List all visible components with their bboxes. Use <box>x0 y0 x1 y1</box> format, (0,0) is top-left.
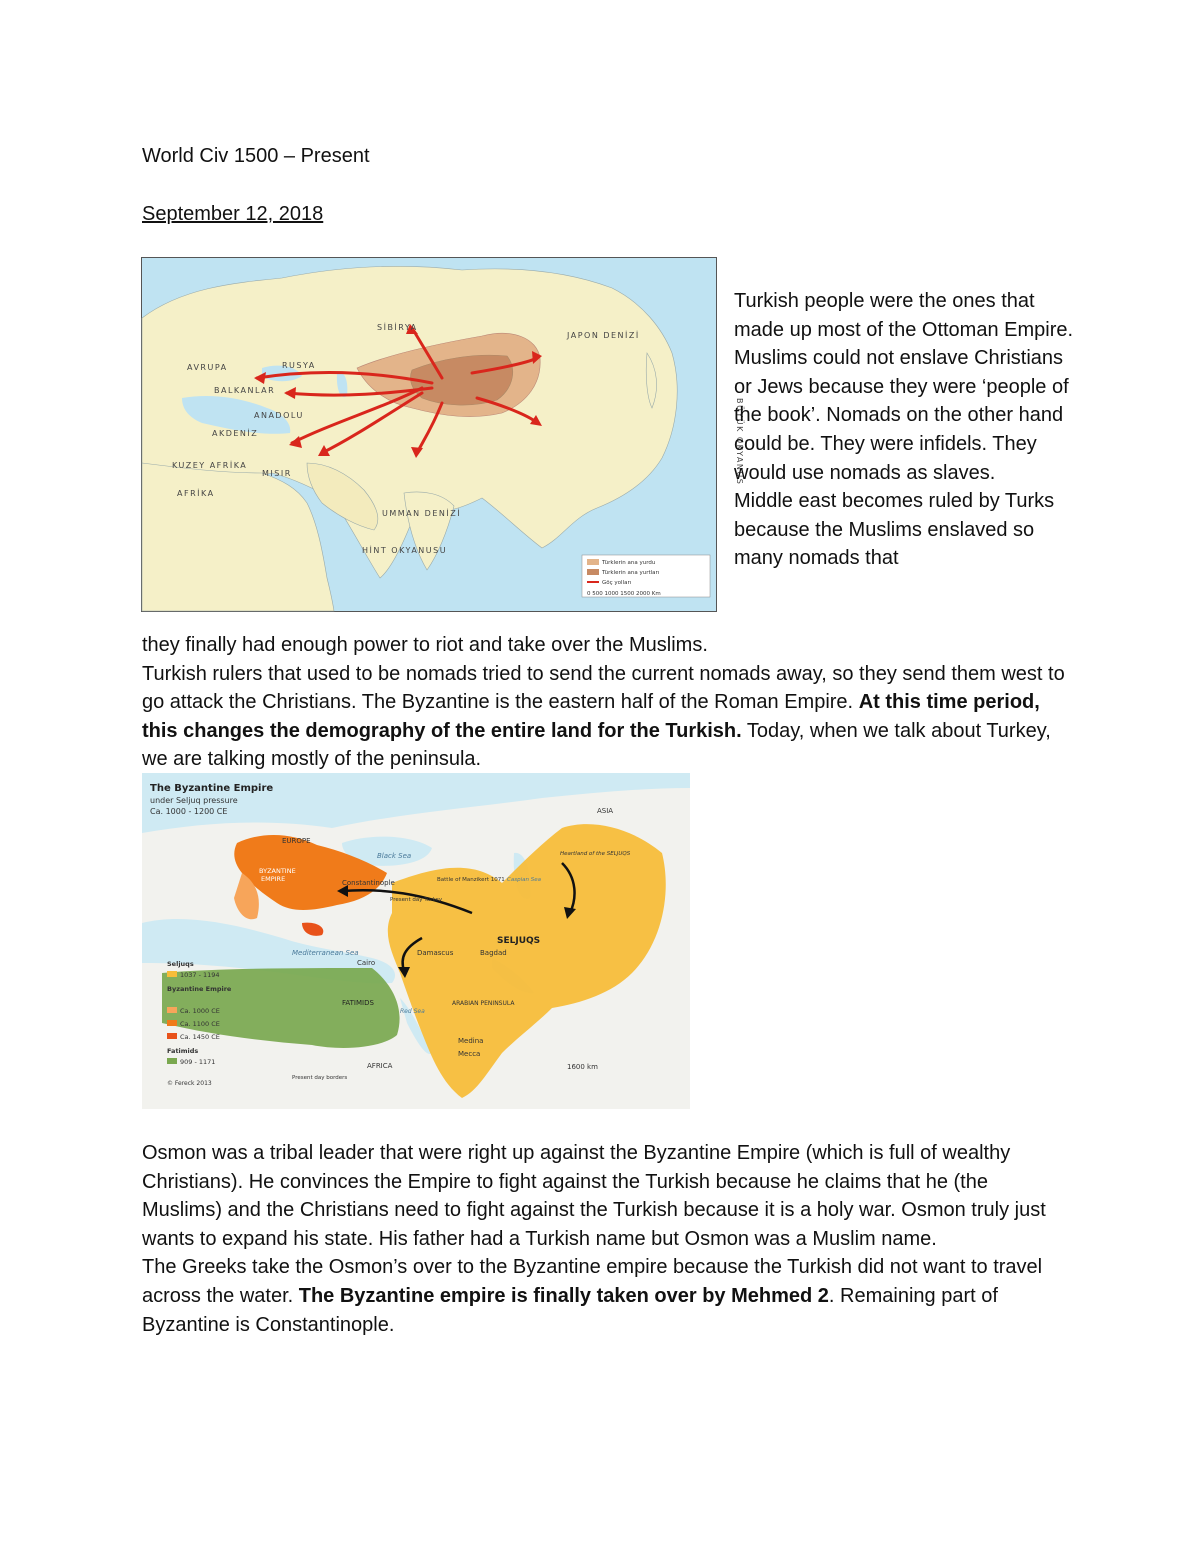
svg-text:Bagdad: Bagdad <box>480 949 507 957</box>
svg-text:BÜYÜK OKYANUS: BÜYÜK OKYANUS <box>735 398 744 486</box>
svg-text:UMMAN DENİZİ: UMMAN DENİZİ <box>382 509 462 518</box>
svg-text:Present day borders: Present day borders <box>292 1075 348 1081</box>
svg-text:Medina: Medina <box>458 1037 484 1045</box>
svg-text:Caspian Sea: Caspian Sea <box>507 877 541 883</box>
svg-text:SİBİRYA: SİBİRYA <box>377 323 418 332</box>
byzantine-empire-map <box>142 773 690 1109</box>
osmon-paragraph <box>142 1139 1072 1339</box>
intro-paragraph-right <box>734 287 1074 573</box>
svg-text:Ca. 1450 CE: Ca. 1450 CE <box>180 1033 220 1041</box>
paragraph-people-of-book: Muslims could not enslave Christians or Jews because they were ‘people of the book’. Nomads on the other hand could be. They were infidels. They would use nomads as slaves. <box>734 347 1069 484</box>
svg-text:Fatimids: Fatimids <box>167 1047 199 1055</box>
svg-text:Byzantine Empire: Byzantine Empire <box>167 985 232 993</box>
svg-text:1037 - 1194: 1037 - 1194 <box>180 971 220 979</box>
svg-text:Türklerin ana yurdu: Türklerin ana yurdu <box>602 560 656 566</box>
svg-text:EUROPE: EUROPE <box>282 837 311 845</box>
paragraph-greeks: The Greeks take the Osmon’s over to the Byzantine empire because the Turkish did not want to travel across the water. The Byzantine empire is finally taken over by Mehmed 2. Remaining part of Byzantine is Constantinople. <box>142 1256 1043 1336</box>
svg-text:ASIA: ASIA <box>597 807 614 815</box>
svg-text:Ca. 1000 CE: Ca. 1000 CE <box>180 1007 220 1015</box>
svg-text:Türklerin ana yurtları: Türklerin ana yurtları <box>602 570 660 576</box>
bold-demography: At this time period, this changes the demography of the entire land for the Turkish. <box>142 691 1040 742</box>
intro-paragraph-full <box>142 631 1072 774</box>
svg-text:1600 km: 1600 km <box>567 1063 598 1071</box>
svg-text:Red Sea: Red Sea <box>400 1008 425 1015</box>
paragraph-riot: they finally had enough power to riot and take over the Muslims. <box>142 634 708 656</box>
svg-text:FATIMIDS: FATIMIDS <box>342 999 374 1007</box>
bold-mehmed: The Byzantine empire is finally taken over by Mehmed 2 <box>298 1284 829 1307</box>
svg-text:AFRİKA: AFRİKA <box>177 489 215 498</box>
paragraph-middle-east: Middle east becomes ruled by Turks because the Muslims enslaved so many nomads that <box>734 490 1055 570</box>
svg-text:ARABIAN PENINSULA: ARABIAN PENINSULA <box>452 1000 515 1007</box>
svg-text:AFRICA: AFRICA <box>367 1062 393 1070</box>
document-title: World Civ 1500 – Present <box>142 145 370 167</box>
svg-text:Heartland of the SELJUQS: Heartland of the SELJUQS <box>560 851 631 857</box>
svg-text:Black Sea: Black Sea <box>377 852 412 860</box>
document-date: September 12, 2018 <box>142 203 324 225</box>
map2-subtitle: under Seljuq pressure <box>150 796 238 805</box>
svg-text:Seljuqs: Seljuqs <box>167 960 194 968</box>
svg-text:SELJUQS: SELJUQS <box>497 936 541 946</box>
paragraph-ottoman: Turkish people were the ones that made up most of the Ottoman Empire. <box>734 290 1074 341</box>
svg-text:Mediterranean Sea: Mediterranean Sea <box>292 949 359 957</box>
svg-text:Constantinople: Constantinople <box>342 879 395 887</box>
svg-text:RUSYA: RUSYA <box>282 361 316 370</box>
svg-text:Battle of Manzikert 1071: Battle of Manzikert 1071 <box>437 877 505 883</box>
svg-text:909 - 1171: 909 - 1171 <box>180 1058 216 1066</box>
svg-text:BYZANTINE: BYZANTINE <box>259 867 296 875</box>
svg-text:Göç yolları: Göç yolları <box>602 580 632 586</box>
svg-text:KUZEY AFRİKA: KUZEY AFRİKA <box>172 461 248 470</box>
svg-text:Ca. 1100 CE: Ca. 1100 CE <box>180 1020 220 1028</box>
svg-text:0 500 1000 1500 2000 Km: 0 500 1000 1500 2000 Km <box>587 591 661 597</box>
svg-text:MISIR: MISIR <box>262 469 292 478</box>
svg-text:JAPON DENİZİ: JAPON DENİZİ <box>567 331 640 340</box>
svg-text:Damascus: Damascus <box>417 949 454 957</box>
svg-text:Present day Turkey: Present day Turkey <box>390 897 443 903</box>
svg-text:BALKANLAR: BALKANLAR <box>214 386 276 395</box>
svg-text:AKDENİZ: AKDENİZ <box>212 429 259 438</box>
svg-text:Mecca: Mecca <box>458 1050 481 1058</box>
turkish-migration-map <box>141 257 744 612</box>
svg-text:© Fereck 2013: © Fereck 2013 <box>167 1080 212 1087</box>
paragraph-osmon: Osmon was a tribal leader that were right up against the Byzantine Empire (which is full of wealthy Christians). He convinces the Empire to fight against the Turkish because he claims that he (the Muslims) and the Christians need to fight against the Turkish because it is a holy war. Osmon truly just wants to expand his state. His father had a Turkish name but Osmon was a Muslim name. <box>142 1142 1046 1250</box>
svg-text:HİNT OKYANUSU: HİNT OKYANUSU <box>362 546 448 555</box>
svg-text:EMPIRE: EMPIRE <box>261 875 286 883</box>
paragraph-turkish-rulers: Turkish rulers that used to be nomads tried to send the current nomads away, so they send them west to go attack the Christians. The Byzantine is the eastern half of the Roman Empire. At this time period, this changes the demography of the entire land for the Turkish. Today, when we talk about Turkey, we are talking mostly of the peninsula. <box>142 662 1065 771</box>
svg-text:AVRUPA: AVRUPA <box>187 363 228 372</box>
svg-text:ANADOLU: ANADOLU <box>254 411 304 420</box>
map2-date-range: Ca. 1000 - 1200 CE <box>150 807 228 816</box>
svg-text:Cairo: Cairo <box>357 959 376 967</box>
map2-title: The Byzantine Empire <box>150 783 274 794</box>
